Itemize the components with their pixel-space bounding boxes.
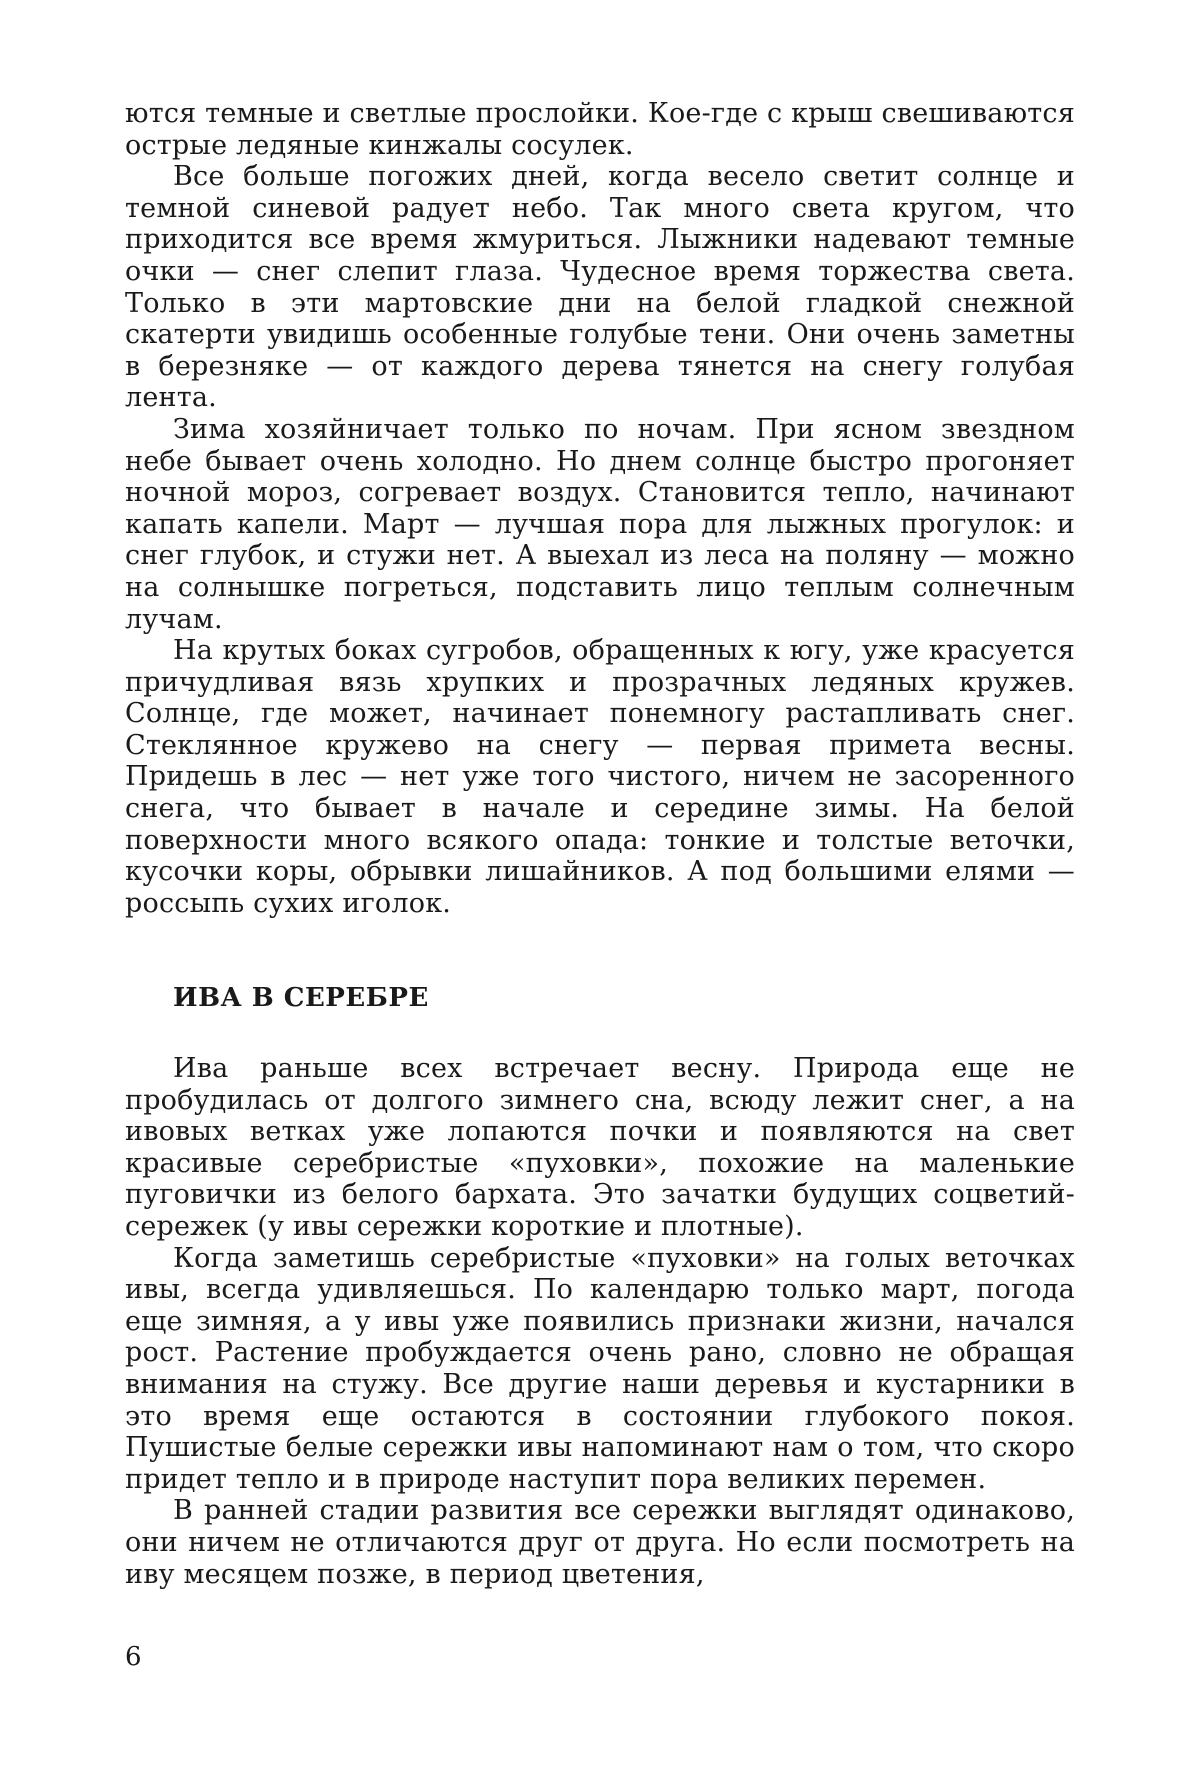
paragraph-silver-buds: Когда заметишь серебристые «пуховки» на голых веточках ивы, всегда удивляешься. По календарю только март, погода еще зимняя, а у ивы уже появились признаки жизни, начался рост. Растение пробуждается очень рано, словно не обращая внимания на стужу. Все другие наши деревья и кустарники в это время еще остаются в состоянии глубокого покоя. Пушистые белые сережки ивы напоминают нам о том, что скоро придет тепло и в природе наступит пора великих перемен. [125,1243,1075,1496]
text-block-bottom [125,1053,1075,1590]
paragraph-sunny-days: Все больше погожих дней, когда весело светит солнце и темной синевой радует небо. Так много света кругом, что приходится все время жмуриться. Лыжники надевают темные очки — снег слепит глаза. Чудесное время торжества света. Только в эти мартовские дни на белой гладкой снежной скатерти увидишь особенные голубые тени. Они очень заметны в березняке — от каждого дерева тянется на снегу голубая лента. [125,161,1075,414]
paragraph-ice-lace: На крутых боках сугробов, обращенных к югу, уже красуется причудливая вязь хрупких и прозрачных ледяных кружев. Солнце, где может, начинает понемногу растапливать снег. Стеклянное кружево на снегу — первая примета весны. Придешь в лес — нет уже того чистого, ничем не засоренного снега, что бывает в начале и середине зимы. На белой поверхности много всякого опада: тонкие и толстые веточки, кусочки коры, обрывки лишайников. А под большими елями — россыпь сухих иголок. [125,635,1075,919]
text-block-top [125,98,1075,919]
book-page [0,0,1200,1774]
section-title: ИВА В СЕРЕБРЕ [173,983,429,1013]
paragraph-early-stage: В ранней стадии развития все сережки выглядят одинаково, они ничем не отличаются друг от друга. Но если посмотреть на иву месяцем позже, в период цветения, [125,1495,1075,1590]
page-number: 6 [125,1642,142,1672]
paragraph-winter-nights: Зима хозяйничает только по ночам. При ясном звездном небе бывает очень холодно. Но днем солнце быстро прогоняет ночной мороз, согревает воздух. Становится тепло, начинают капать капели. Март — лучшая пора для лыжных прогулок: и снег глубок, и стужи нет. А выехал из леса на поляну — можно на солнышке погреться, подставить лицо теплым солнечным лучам. [125,414,1075,635]
paragraph-willow-spring: Ива раньше всех встречает весну. Природа еще не пробудилась от долгого зимнего сна, всюду лежит снег, а на ивовых ветках уже лопаются почки и появляются на свет красивые серебристые «пуховки», похожие на маленькие пуговички из белого бархата. Это зачатки будущих соцветий-сережек (у ивы сережки короткие и плотные). [125,1053,1075,1243]
paragraph-continuation: ются темные и светлые прослойки. Кое-где с крыш свешиваются острые ледяные кинжалы сосулек. [125,98,1075,161]
